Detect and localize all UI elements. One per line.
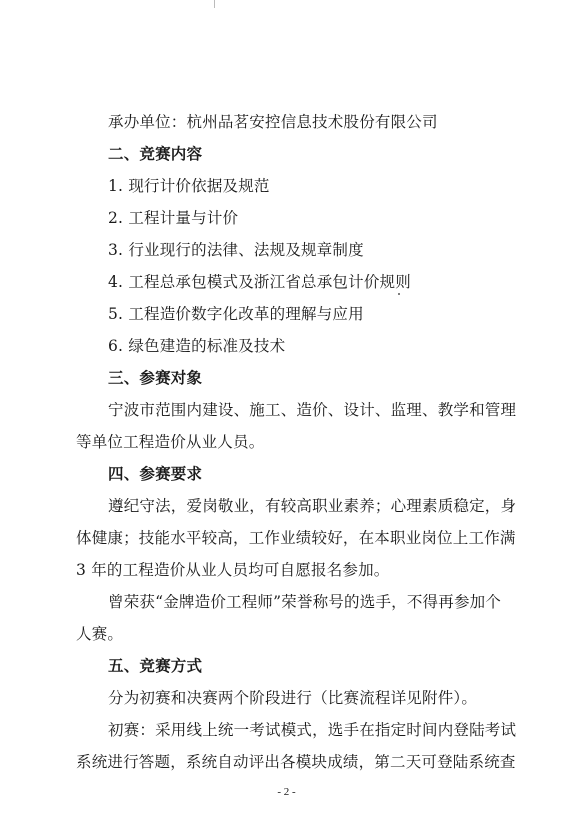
section-heading-contents: 二、竞赛内容	[108, 145, 203, 163]
section-heading-requirements: 四、参赛要求	[108, 465, 203, 483]
content-item-3: 3. 行业现行的法律、法规及规章制度	[108, 241, 364, 259]
section-heading-participants: 三、参赛对象	[108, 369, 203, 387]
paragraph-line: 宁波市范围内建设、施工、造价、设计、监理、教学和管理	[108, 401, 517, 419]
paragraph-line: 曾荣获“金牌造价工程师”荣誉称号的选手，不得再参加个	[108, 593, 502, 611]
paragraph-line: 等单位工程造价从业人员。	[76, 433, 265, 451]
page-number: - 2 -	[277, 786, 296, 798]
paragraph-line: 系统进行答题，系统自动评出各模块成绩，第二天可登陆系统查	[76, 753, 516, 771]
scan-mark	[214, 0, 215, 8]
paragraph-line: 体健康；技能水平较高，工作业绩较好，在本职业岗位上工作满	[76, 529, 516, 547]
paragraph-line: 初赛：采用线上统一考试模式，选手在指定时间内登陆考试	[108, 721, 517, 739]
content-item-1: 1. 现行计价依据及规范	[108, 177, 270, 195]
section-heading-format: 五、竞赛方式	[108, 657, 203, 675]
paragraph-line: 人赛。	[76, 625, 124, 643]
content-item-6: 6. 绿色建造的标准及技术	[108, 337, 286, 355]
content-item-5: 5. 工程造价数字化改革的理解与应用	[108, 305, 364, 323]
organizer-line: 承办单位：杭州品茗安控信息技术股份有限公司	[108, 113, 438, 131]
content-item-2: 2. 工程计量与计价	[108, 209, 239, 227]
paragraph-line: 遵纪守法，爱岗敬业，有较高职业素养；心理素质稳定，身	[108, 497, 517, 515]
paragraph-line: 3 年的工程造价从业人员均可自愿报名参加。	[76, 561, 390, 579]
paragraph-line: 分为初赛和决赛两个阶段进行（比赛流程详见附件）。	[108, 689, 478, 707]
stray-dot	[398, 293, 400, 295]
content-item-4: 4. 工程总承包模式及浙江省总承包计价规则	[108, 273, 411, 291]
